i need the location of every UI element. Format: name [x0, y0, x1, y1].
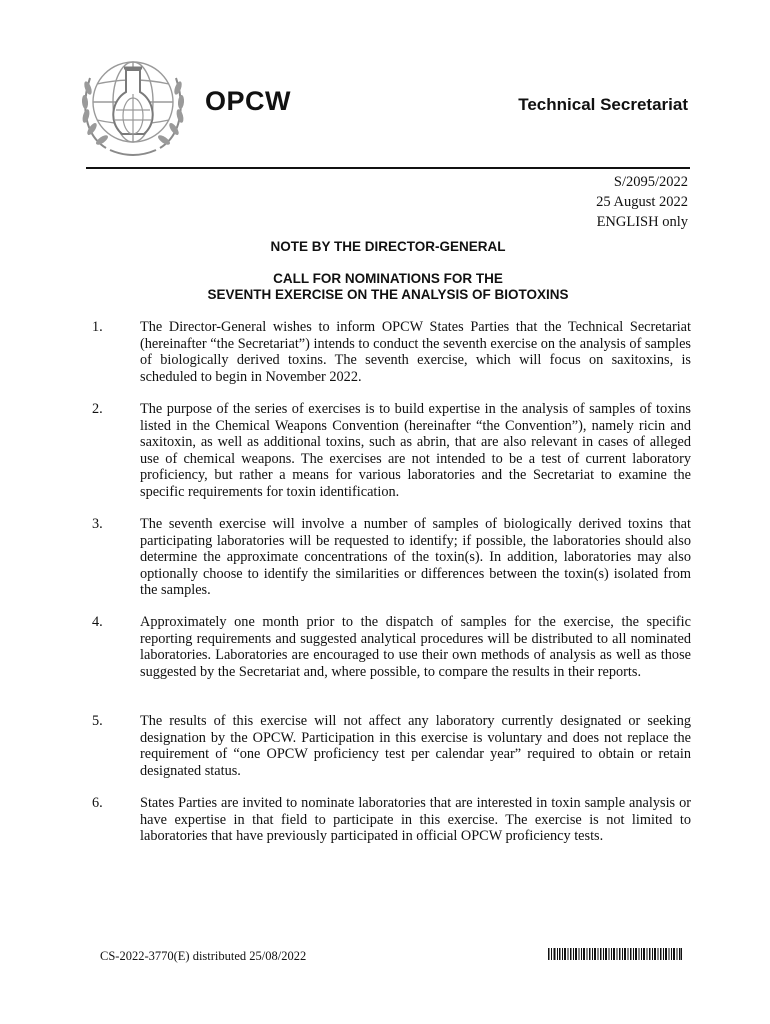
paragraph-text: The results of this exercise will not affect any laboratory currently designated or seeking designation by the OPCW. Participation in this exercise is voluntary and does not replace the requirement of “one OPCW proficiency test per calendar year” required to obtain or retain designated status.	[140, 713, 691, 779]
call-title	[86, 271, 690, 303]
document-language: ENGLISH only	[596, 214, 688, 230]
paragraph-number: 1.	[92, 319, 103, 335]
call-title-line-2: SEVENTH EXERCISE ON THE ANALYSIS OF BIOTOXINS	[207, 287, 569, 302]
document-metadata	[596, 172, 688, 232]
secretariat-label: Technical Secretariat	[518, 95, 688, 114]
paragraph-number: 4.	[92, 614, 103, 630]
org-name: OPCW	[205, 86, 291, 116]
paragraph-number: 6.	[92, 795, 103, 811]
paragraph-text: The purpose of the series of exercises is to build expertise in the analysis of samples of toxins listed in the Chemical Weapons Convention (hereinafter “the Convention”), namely ricin and saxitoxin, as well as additional toxins, such as abrin, that are also relevant in cases of alleged use of chemical weapons. The exercises are not intended to be a test of current laboratory proficiency, but rather a means for various laboratories and the Secretariat to examine the specific requirements for toxin identification.	[140, 401, 691, 500]
opcw-emblem-icon	[76, 48, 190, 162]
call-title-line-1: CALL FOR NOMINATIONS FOR THE	[273, 271, 503, 286]
paragraph-text: States Parties are invited to nominate laboratories that are interested in toxin sample analysis or have expertise in that field to participate in this exercise. The exercise is not limited to laboratories that have previously participated in official OPCW proficiency tests.	[140, 795, 691, 845]
header-divider	[86, 167, 690, 169]
document-date: 25 August 2022	[596, 194, 688, 210]
paragraph-text: Approximately one month prior to the dispatch of samples for the exercise, the specific reporting requirements and suggested analytical procedures will be distributed to all nominated laboratories. Laboratories are encouraged to use their own methods of analysis as well as those suggested by the Secretariat and, where possible, to compare the results in their reports.	[140, 614, 691, 680]
paragraph-text: The seventh exercise will involve a number of samples of biologically derived toxins that participating laboratories will be requested to identify; if possible, the laboratories should also determine the approximate concentrations of the toxin(s). In addition, laboratories may also optionally choose to identify the similarities or differences between the toxin(s) isolated from the samples.	[140, 516, 691, 599]
paragraph-number: 5.	[92, 713, 103, 729]
paragraph-number: 2.	[92, 401, 103, 417]
note-title: NOTE BY THE DIRECTOR-GENERAL	[270, 239, 506, 254]
paragraph-number: 3.	[92, 516, 103, 532]
document-symbol: S/2095/2022	[613, 174, 688, 190]
paragraph-text: The Director-General wishes to inform OPCW States Parties that the Technical Secretariat (hereinafter “the Secretariat”) intends to conduct the seventh exercise on the analysis of samples of biologically derived toxins. The seventh exercise, which will focus on saxitoxins, is scheduled to begin in November 2022.	[140, 319, 691, 385]
distribution-note: CS-2022-3770(E) distributed 25/08/2022	[100, 949, 307, 963]
barcode-icon	[548, 948, 682, 960]
